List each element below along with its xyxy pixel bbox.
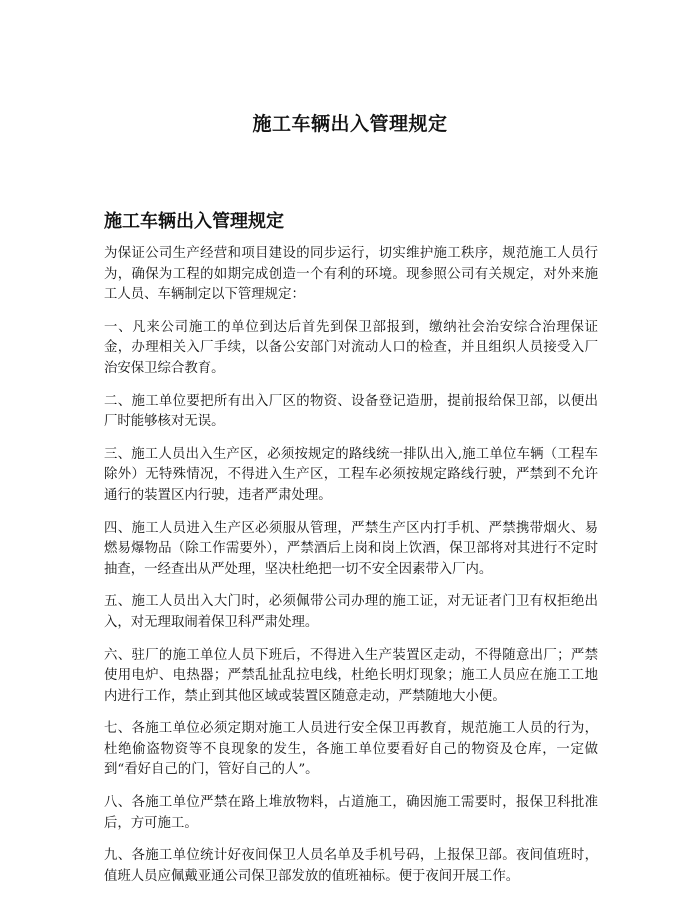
section-heading: 施工车辆出入管理规定 (104, 211, 284, 232)
document-title: 施工车辆出入管理规定 (252, 113, 448, 135)
paragraph-rule-8: 八、各施工单位严禁在路上堆放物料，占道施工，确因施工需要时，报保卫科批准后，方可施工。 (104, 795, 598, 831)
paragraph-rule-4: 四、施工人员进入生产区必须服从管理，严禁生产区内打手机、严禁携带烟火、易燃易爆物品（除工作需要外），严禁酒后上岗和岗上饮酒，保卫部将对其进行不定时抽查，一经查出从严处理，坚决杜绝把一切不安全因素带入厂内。 (104, 520, 598, 577)
paragraph-rule-3: 三、施工人员出入生产区，必须按规定的路线统一排队出入,施工单位车辆（工程车除外）无特殊情况，不得进入生产区，工程车必须按规定路线行驶，严禁到不允许通行的装置区内行驶，违者严肃处理。 (104, 446, 598, 503)
paragraph-rule-5: 五、施工人员出入大门时，必须佩带公司办理的施工证，对无证者门卫有权拒绝出入，对无理取闹着保卫科严肃处理。 (104, 594, 598, 630)
document-body (104, 244, 598, 899)
paragraph-rule-2: 二、施工单位要把所有出入厂区的物资、设备登记造册，提前报给保卫部，以便出厂时能够核对无误。 (104, 393, 598, 430)
paragraph-rule-9: 九、各施工单位统计好夜间保卫人员名单及手机号码，上报保卫部。夜间值班时，值班人员应佩戴亚通公司保卫部发放的值班袖标。便于夜间开展工作。 (104, 848, 598, 884)
paragraph-intro: 为保证公司生产经营和项目建设的同步运行，切实维护施工秩序，规范施工人员行为，确保为工程的如期完成创造一个有利的环境。现参照公司有关规定，对外来施工人员、车辆制定以下管理规定： (104, 246, 598, 303)
paragraph-rule-1: 一、凡来公司施工的单位到达后首先到保卫部报到，缴纳社会治安综合治理保证金，办理相关入厂手续，以备公安部门对流动人口的检查，并且组织人员接受入厂治安保卫综合教育。 (104, 319, 598, 376)
paragraph-rule-7: 七、各施工单位必须定期对施工人员进行安全保卫再教育，规范施工人员的行为，杜绝偷盗物资等不良现象的发生，各施工单位要看好自己的物资及仓库，一定做到“看好自己的门，管好自己的人”。 (104, 721, 598, 778)
paragraph-rule-6: 六、驻厂的施工单位人员下班后，不得进入生产装置区走动，不得随意出厂；严禁使用电炉、电热器；严禁乱扯乱拉电线，杜绝长明灯现象；施工人员应在施工工地内进行工作，禁止到其他区域或装置区随意走动，严禁随地大小便。 (104, 647, 598, 704)
